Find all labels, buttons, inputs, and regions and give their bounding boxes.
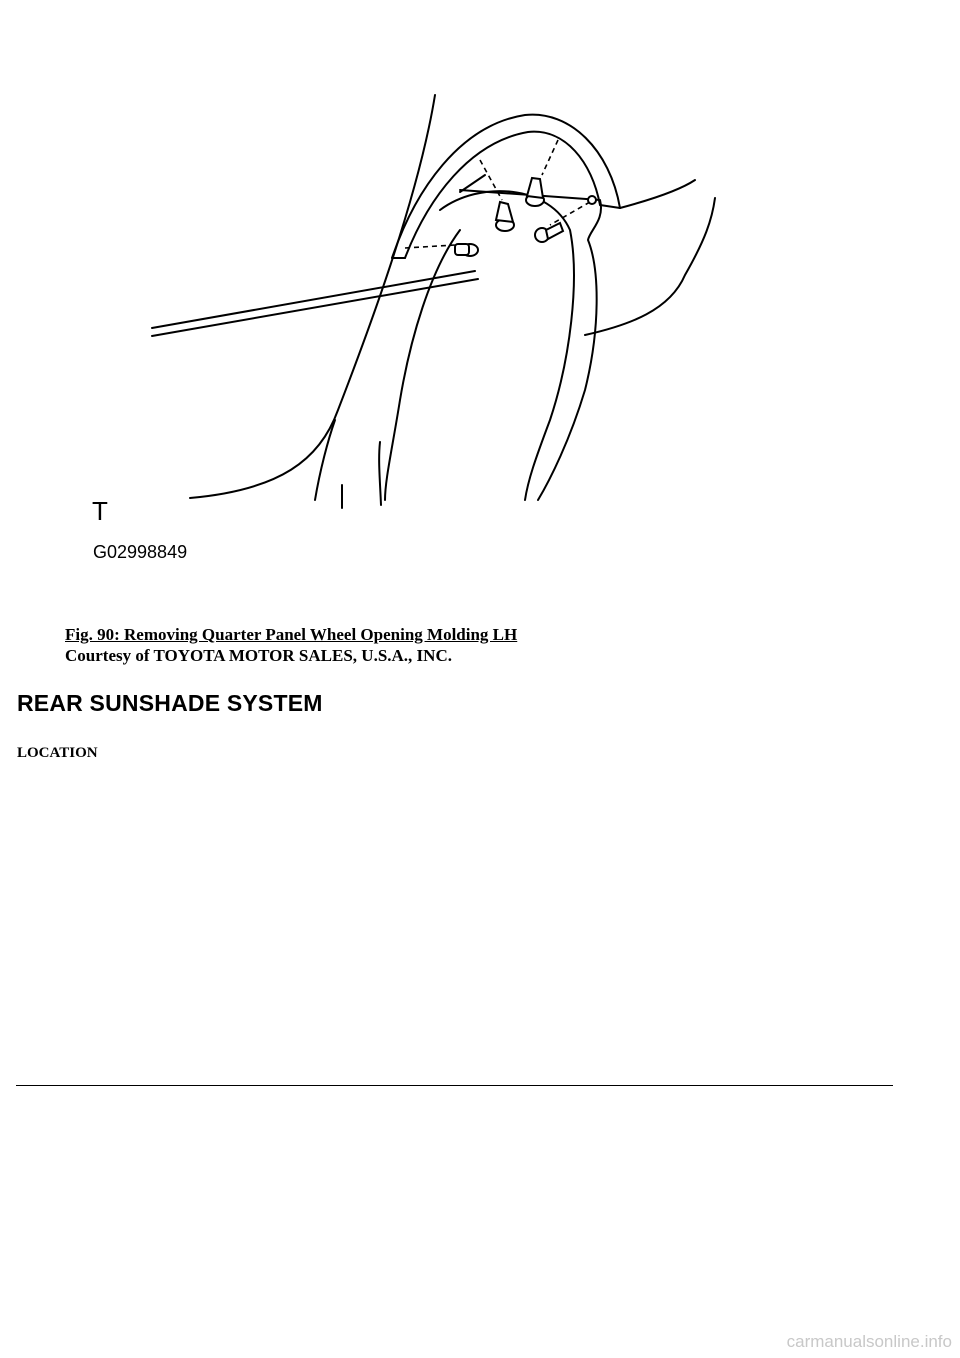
figure-code: G02998849 xyxy=(93,542,188,562)
figure-credit: Courtesy of TOYOTA MOTOR SALES, U.S.A., INC. xyxy=(65,646,452,665)
clip-3 xyxy=(526,178,544,206)
fender-lower-line-2 xyxy=(379,442,381,505)
wheel-opening-molding-illustration xyxy=(80,80,760,580)
wheel-molding-end-right xyxy=(600,205,620,208)
body-crease-line xyxy=(152,271,475,328)
fender-inner-opening xyxy=(440,191,574,500)
figure-caption-link[interactable]: Fig. 90: Removing Quarter Panel Wheel Opening Molding LH xyxy=(65,625,518,644)
clip-1 xyxy=(455,244,478,256)
clip-4 xyxy=(535,223,563,242)
fender-contour xyxy=(460,190,601,500)
section-subheading: LOCATION xyxy=(17,745,98,761)
clip-2 xyxy=(496,202,514,231)
fender-inner-rim xyxy=(385,230,460,500)
leader-line-3 xyxy=(542,140,558,175)
site-watermark: carmanualsonline.info xyxy=(786,1332,952,1351)
section-heading: REAR SUNSHADE SYSTEM xyxy=(17,690,323,716)
page-divider xyxy=(16,1085,893,1086)
leader-line-4 xyxy=(550,202,590,225)
molding-hole xyxy=(588,196,596,204)
figure-corner-label: T xyxy=(92,496,108,526)
quarter-panel-edge xyxy=(190,95,435,498)
fender-lower-line xyxy=(315,420,335,500)
bumper-lower-contour xyxy=(585,198,715,335)
bumper-contour xyxy=(620,180,695,208)
leader-line-2 xyxy=(480,160,502,200)
trim-edge xyxy=(460,175,485,192)
